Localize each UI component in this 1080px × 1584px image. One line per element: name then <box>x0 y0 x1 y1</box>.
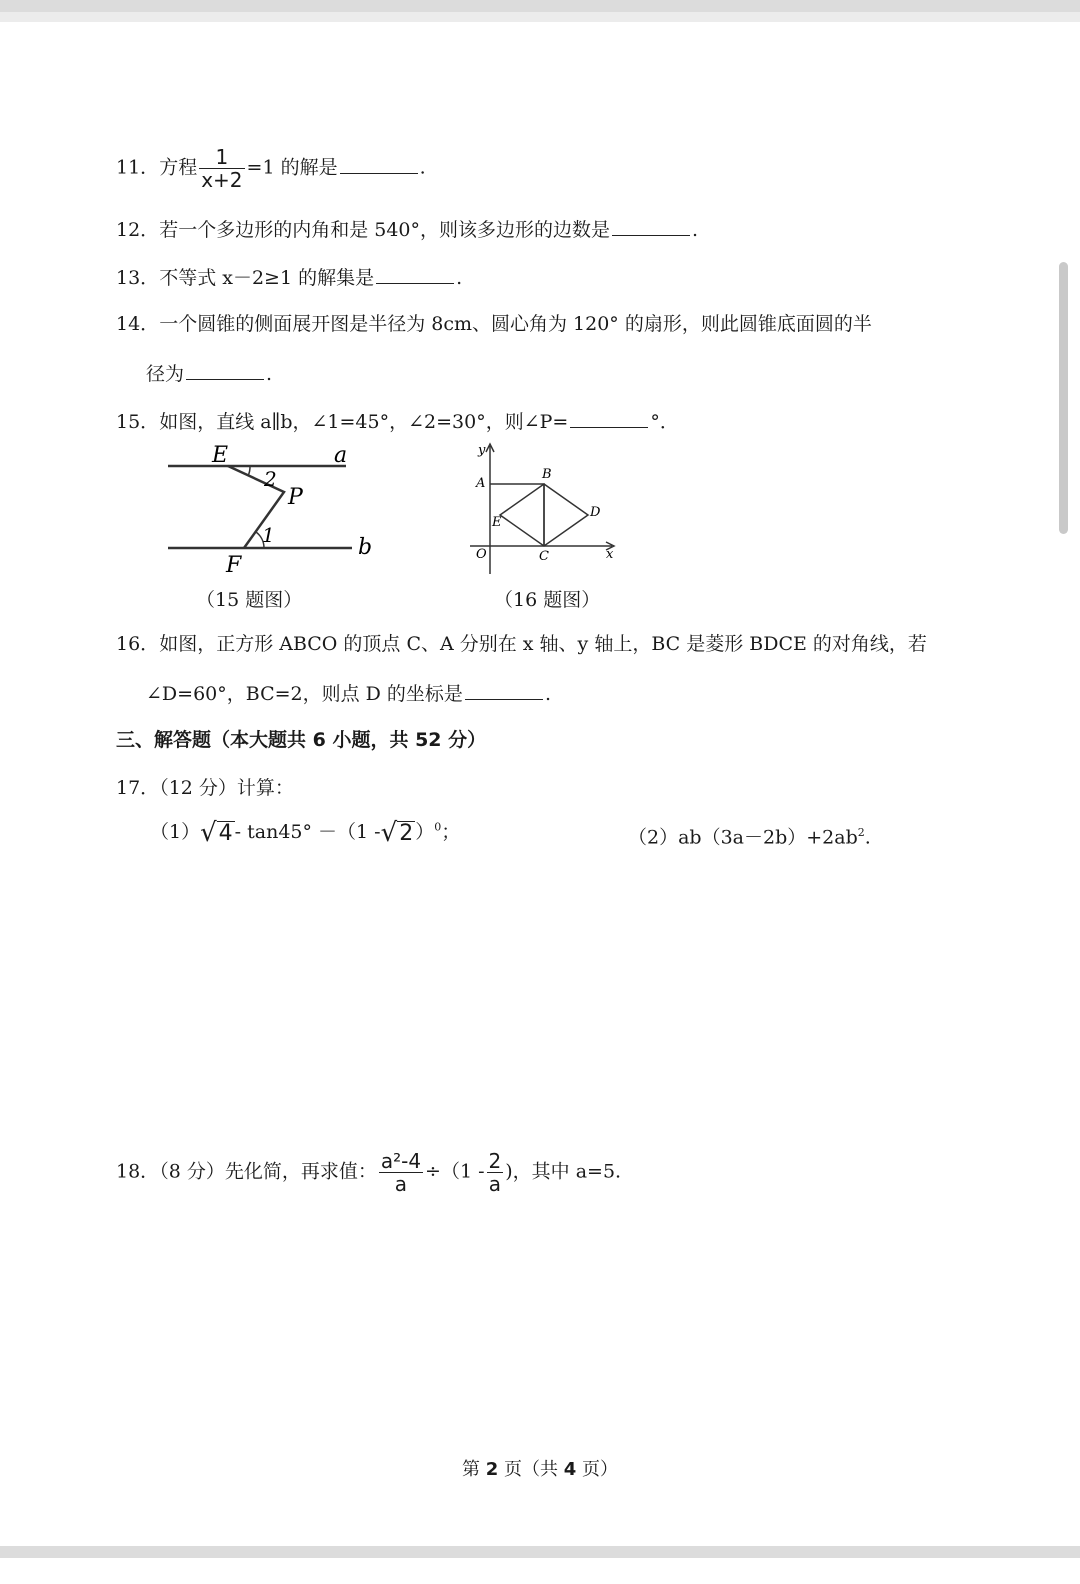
footer-text: 页） <box>582 1459 618 1480</box>
exponent: 0 <box>434 820 442 834</box>
label-b: b <box>358 535 373 560</box>
question-text: 如图，正方形 ABCO 的顶点 C、A 分别在 x 轴、y 轴上，BC 是菱形 BDCE 的对角线，若 <box>159 633 927 655</box>
question-11 <box>116 146 426 191</box>
punctuation: . <box>692 219 699 241</box>
expression-text: )，其中 a=5. <box>505 1160 622 1183</box>
question-18 <box>116 1150 621 1195</box>
top-bar <box>0 0 1080 12</box>
fraction-numerator: a²-4 <box>380 1149 422 1173</box>
page-footer <box>0 1455 1080 1481</box>
question-15 <box>116 409 679 434</box>
question-number: 11． <box>116 156 160 179</box>
label-1: 1 <box>262 523 275 547</box>
expression-text: ÷（1 - <box>425 1160 485 1183</box>
label-2: 2 <box>264 467 277 491</box>
question-text: 一个圆锥的侧面展开图是半径为 8cm、圆心角为 120° 的扇形，则此圆锥底面圆的半 <box>159 313 872 335</box>
label-C: C <box>539 549 549 564</box>
figure-16 <box>462 440 622 580</box>
question-number: 14． <box>116 313 160 335</box>
answer-blank <box>465 681 543 700</box>
question-text: 如图，直线 a∥b，∠1=45°，∠2=30°，则∠P= <box>159 411 569 433</box>
label-A: A <box>476 476 486 491</box>
question-number: 12． <box>116 219 160 241</box>
punctuation: °． <box>650 411 679 433</box>
question-16-cont <box>146 681 551 706</box>
punctuation: ； <box>441 821 461 843</box>
fraction <box>379 1150 423 1195</box>
punctuation: . <box>419 156 426 179</box>
question-text: 不等式 x－2≥1 的解集是 <box>159 267 375 289</box>
figure-15 <box>160 438 380 580</box>
question-14 <box>116 313 872 336</box>
question-text: =1 的解是 <box>246 156 338 179</box>
question-13 <box>116 265 462 290</box>
question-14-cont <box>146 361 272 386</box>
angle-2-arc <box>248 466 250 476</box>
figure-15-caption: （15 题图） <box>196 589 303 611</box>
question-text: 方程 <box>159 156 198 179</box>
expression-text: （2）ab（3a－2b）+2ab <box>628 826 858 849</box>
footer-text: 第 <box>462 1459 480 1480</box>
part-label: （1） <box>150 821 201 843</box>
question-17 <box>116 777 294 800</box>
question-16 <box>116 633 927 656</box>
question-number: 18． <box>116 1160 160 1183</box>
fraction-denominator: x+2 <box>201 168 243 192</box>
figure-16-caption: （16 题图） <box>494 589 601 611</box>
question-text: （8 分）先化简，再求值： <box>159 1160 377 1183</box>
question-text: （12 分）计算： <box>159 777 294 799</box>
question-number: 16． <box>116 633 160 655</box>
fraction-numerator: 1 <box>215 145 229 169</box>
question-text: 若一个多边形的内角和是 540°，则该多边形的边数是 <box>159 219 610 241</box>
question-number: 17． <box>116 777 160 799</box>
label-F: F <box>226 553 242 578</box>
question-text: 径为 <box>146 363 185 385</box>
question-number: 15． <box>116 411 160 433</box>
top-bar-shadow <box>0 12 1080 22</box>
fraction-numerator: 2 <box>488 1149 502 1173</box>
section-3-heading: 三、解答题（本大题共 6 小题，共 52 分） <box>116 729 487 751</box>
sqrt-4: √ 4 <box>200 818 233 848</box>
expression-text: ） <box>415 821 435 843</box>
label-x: x <box>606 547 614 562</box>
fraction-denominator: a <box>394 1172 408 1196</box>
sqrt-2: √ 2 <box>380 818 414 848</box>
bottom-bar <box>0 1546 1080 1558</box>
answer-blank <box>612 217 690 236</box>
punctuation: . <box>456 267 463 289</box>
exponent: 2 <box>857 826 865 839</box>
fraction-denominator: a <box>488 1172 502 1196</box>
question-17-part-1 <box>150 820 460 846</box>
page-number: 2 <box>485 1459 499 1480</box>
question-number: 13． <box>116 267 160 289</box>
answer-blank <box>570 409 648 428</box>
label-E: E <box>492 515 502 530</box>
scrollbar-thumb[interactable] <box>1059 262 1068 534</box>
answer-blank <box>340 155 418 174</box>
question-12 <box>116 217 698 242</box>
label-P: P <box>288 485 303 510</box>
label-E: E <box>212 443 229 468</box>
answer-blank <box>376 265 454 284</box>
label-O: O <box>476 547 487 562</box>
question-17-part-2 <box>628 826 871 849</box>
answer-blank <box>186 361 264 380</box>
fraction <box>487 1150 504 1195</box>
punctuation: . <box>544 683 551 705</box>
radicand: 2 <box>399 821 414 846</box>
label-a: a <box>334 443 348 468</box>
question-text: ∠D=60°，BC=2，则点 D 的坐标是 <box>146 683 463 705</box>
label-D: D <box>590 505 601 520</box>
label-y: y <box>478 443 486 458</box>
expression-text: - tan45° －（1 - <box>234 821 381 843</box>
page-total: 4 <box>563 1459 577 1480</box>
punctuation: . <box>864 826 871 849</box>
fraction <box>199 146 244 191</box>
footer-text: 页（共 <box>504 1459 558 1480</box>
label-B: B <box>542 467 552 482</box>
radicand: 4 <box>218 821 233 846</box>
punctuation: . <box>266 363 273 385</box>
